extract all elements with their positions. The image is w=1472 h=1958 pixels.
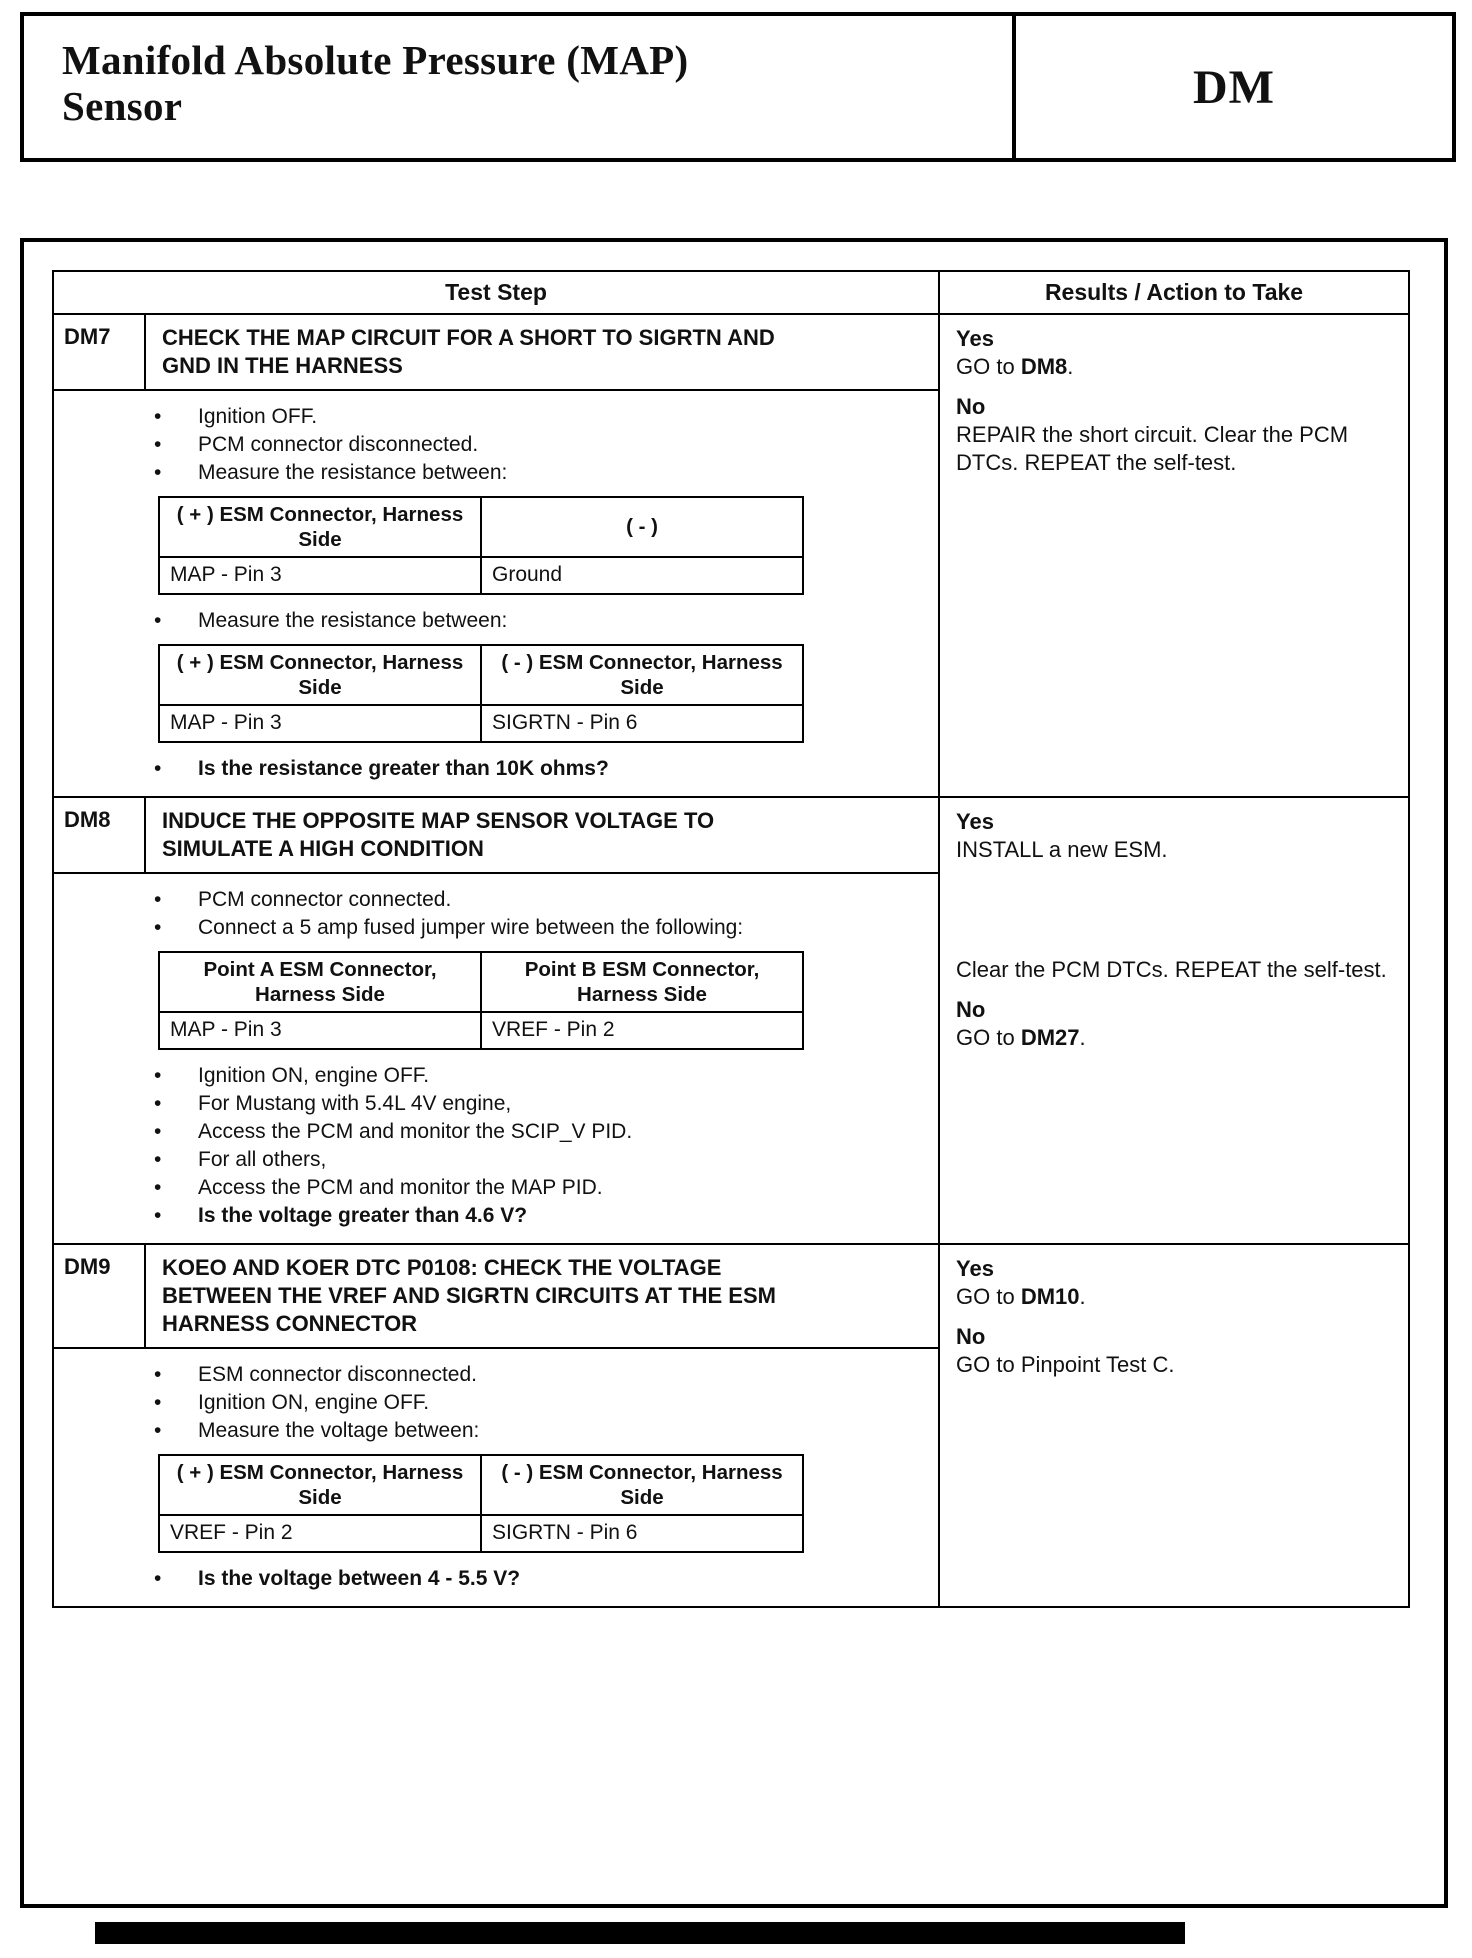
bullet-item (154, 887, 918, 912)
bullet-item (154, 1390, 918, 1415)
result-label: Yes (956, 326, 994, 351)
bullet-icon: • (154, 1391, 162, 1415)
measurement-table (158, 644, 804, 743)
step-body-content (54, 391, 938, 796)
step-body (53, 873, 939, 1244)
step-title-text: CHECK THE MAP CIRCUIT FOR A SHORT TO SIGRTN AND GND IN THE HARNESS (162, 325, 775, 378)
bullet-icon: • (154, 1567, 162, 1591)
bullet-text: PCM connector disconnected. (198, 432, 479, 456)
bullet-item (154, 915, 918, 940)
measurement-table-header-left: ( + ) ESM Connector, Harness Side (159, 497, 481, 557)
result-block (956, 393, 1394, 477)
result-label: No (956, 393, 986, 419)
bullet-icon: • (154, 404, 162, 428)
step-body-content (54, 1349, 938, 1606)
result-text-part: GO to Pinpoint Test C. (956, 1352, 1175, 1378)
result-text (956, 421, 1394, 477)
measurement-table-value-row (159, 1012, 803, 1049)
bullet-icon: • (154, 1120, 162, 1144)
result-text (956, 956, 1394, 984)
result-block (956, 1323, 1394, 1379)
step-title-row (53, 1244, 1409, 1348)
header-title-cell (24, 16, 1012, 158)
bullet-text: Access the PCM and monitor the MAP PID. (198, 1176, 603, 1200)
result-text-part: . (1079, 1025, 1086, 1050)
result-text (956, 1351, 1394, 1379)
bullet-icon: • (154, 460, 162, 484)
step-id: DM7 (53, 314, 145, 390)
question-item (154, 756, 918, 781)
measurement-table-value-right: SIGRTN - Pin 6 (481, 1515, 803, 1552)
step-title-row (53, 314, 1409, 390)
step-title-text: KOEO AND KOER DTC P0108: CHECK THE VOLTAGE BETWEEN THE VREF AND SIGRTN CIRCUITS AT THE ESM HARNESS CONNECTOR (162, 1255, 776, 1337)
measurement-table-header-left: ( + ) ESM Connector, Harness Side (159, 645, 481, 705)
result-text (956, 353, 1394, 381)
question-text: Is the voltage greater than 4.6 V? (198, 1204, 528, 1228)
bullet-item (154, 1091, 918, 1116)
measurement-table-header-row (159, 952, 803, 1012)
results-cell (939, 1244, 1409, 1607)
bullet-text: Access the PCM and monitor the SCIP_V PID. (198, 1120, 633, 1144)
section-code: DM (1193, 60, 1275, 114)
measurement-table-value-right: VREF - Pin 2 (481, 1012, 803, 1049)
bullet-item (154, 460, 918, 485)
bullet-icon: • (154, 916, 162, 940)
bullet-item (154, 1119, 918, 1144)
bullet-icon: • (154, 1176, 162, 1200)
result-block (956, 325, 1394, 381)
scan-artifact-bar (95, 1922, 1185, 1944)
bullet-icon: • (154, 609, 162, 633)
result-text-part: . (1079, 1284, 1086, 1310)
bullet-item (154, 1175, 918, 1200)
step-body (53, 1348, 939, 1607)
step-title (145, 1244, 939, 1348)
bullet-text: Ignition ON, engine OFF. (198, 1391, 430, 1415)
header-code-cell (1012, 16, 1452, 158)
measurement-table-value-right: SIGRTN - Pin 6 (481, 705, 803, 742)
bullet-text: Measure the voltage between: (198, 1419, 480, 1443)
measurement-table-header-left: Point A ESM Connector, Harness Side (159, 952, 481, 1012)
result-text-part: GO to (956, 1284, 1021, 1310)
step-body-content (54, 874, 938, 1243)
bullet-item (154, 608, 918, 633)
bullet-icon: • (154, 1148, 162, 1172)
measurement-table-value-left: MAP - Pin 3 (159, 1012, 481, 1049)
measurement-table-header-right: ( - ) ESM Connector, Harness Side (481, 645, 803, 705)
result-text-part: GO to (956, 353, 1021, 379)
result-label: Yes (956, 809, 994, 835)
step-title (145, 314, 939, 390)
bullet-icon: • (154, 1363, 162, 1387)
measurement-table-header-right: ( - ) ESM Connector, Harness Side (481, 1455, 803, 1515)
document-header (20, 12, 1456, 162)
question-text: Is the resistance greater than 10K ohms? (198, 757, 609, 781)
bullet-item (154, 1362, 918, 1387)
table-header-row (53, 271, 1409, 314)
result-text-part: REPAIR the short circuit. Clear the PCM DTCs. REPEAT the self-test. (956, 421, 1349, 475)
result-block (956, 1255, 1394, 1311)
bullet-text: Ignition OFF. (198, 404, 318, 428)
step-body (53, 390, 939, 797)
result-text-part: GO to (956, 1025, 1021, 1050)
result-text-bold: DM8 (1020, 353, 1068, 379)
measurement-table-header-row (159, 645, 803, 705)
bullet-text: Measure the resistance between: (198, 609, 508, 633)
result-text (956, 836, 1394, 864)
bullet-text: For Mustang with 5.4L 4V engine, (198, 1092, 512, 1116)
bullet-icon: • (154, 757, 162, 781)
bullet-icon: • (154, 1204, 162, 1228)
bullet-item (154, 1418, 918, 1443)
measurement-table-header-row (159, 1455, 803, 1515)
result-block (956, 808, 1394, 864)
bullet-icon: • (154, 1419, 162, 1443)
measurement-table-value-row (159, 557, 803, 594)
measurement-table-value-row (159, 705, 803, 742)
results-cell (939, 314, 1409, 797)
bullet-text: Connect a 5 amp fused jumper wire between the following: (198, 916, 744, 940)
bullet-icon: • (154, 888, 162, 912)
result-text-part: INSTALL a new ESM. (956, 837, 1168, 863)
measurement-table-value-right: Ground (481, 557, 803, 594)
result-text (956, 1283, 1394, 1311)
step-title (145, 797, 939, 873)
bullet-item (154, 1147, 918, 1172)
measurement-table (158, 951, 804, 1050)
content-box (20, 238, 1448, 1908)
measurement-table-header-right: ( - ) (481, 497, 803, 557)
measurement-table-value-left: MAP - Pin 3 (159, 557, 481, 594)
bullet-item (154, 432, 918, 457)
bullet-item (154, 1063, 918, 1088)
bullet-icon: • (154, 432, 162, 456)
result-block (956, 956, 1394, 984)
question-item (154, 1203, 918, 1228)
pinpoint-test-table (52, 270, 1410, 1608)
step-title-text: INDUCE THE OPPOSITE MAP SENSOR VOLTAGE TO SIMULATE A HIGH CONDITION (162, 808, 715, 862)
measurement-table-header-left: ( + ) ESM Connector, Harness Side (159, 1455, 481, 1515)
measurement-table (158, 1454, 804, 1553)
bullet-text: Ignition ON, engine OFF. (198, 1064, 430, 1088)
step-id: DM8 (53, 797, 145, 873)
bullet-text: PCM connector connected. (198, 888, 452, 912)
measurement-table-value-left: VREF - Pin 2 (159, 1515, 481, 1552)
measurement-table-value-row (159, 1515, 803, 1552)
column-header-test-step: Test Step (53, 271, 939, 314)
question-item (154, 1566, 918, 1591)
result-text-part: Clear the PCM DTCs. REPEAT the self-test. (956, 957, 1387, 983)
measurement-table (158, 496, 804, 595)
results-cell (939, 797, 1409, 1244)
bullet-item (154, 404, 918, 429)
measurement-table-value-left: MAP - Pin 3 (159, 705, 481, 742)
bullet-icon: • (154, 1064, 162, 1088)
result-text-bold: DM10 (1020, 1284, 1080, 1310)
column-header-results: Results / Action to Take (939, 271, 1409, 314)
bullet-icon: • (154, 1092, 162, 1116)
result-text-bold: DM27 (1020, 1025, 1080, 1050)
measurement-table-header-right: Point B ESM Connector, Harness Side (481, 952, 803, 1012)
result-label: No (956, 1324, 986, 1350)
result-text (956, 1024, 1394, 1052)
bullet-text: ESM connector disconnected. (198, 1363, 477, 1387)
bullet-text: For all others, (198, 1148, 327, 1172)
step-id: DM9 (53, 1244, 145, 1348)
bullet-text: Measure the resistance between: (198, 460, 508, 484)
result-label: No (956, 997, 986, 1023)
result-label: Yes (956, 1256, 994, 1282)
page-title: Manifold Absolute Pressure (MAP) Sensor (62, 37, 689, 129)
step-title-row (53, 797, 1409, 873)
result-block (956, 996, 1394, 1052)
result-text-part: . (1067, 353, 1074, 379)
measurement-table-header-row (159, 497, 803, 557)
question-text: Is the voltage between 4 - 5.5 V? (198, 1567, 521, 1591)
